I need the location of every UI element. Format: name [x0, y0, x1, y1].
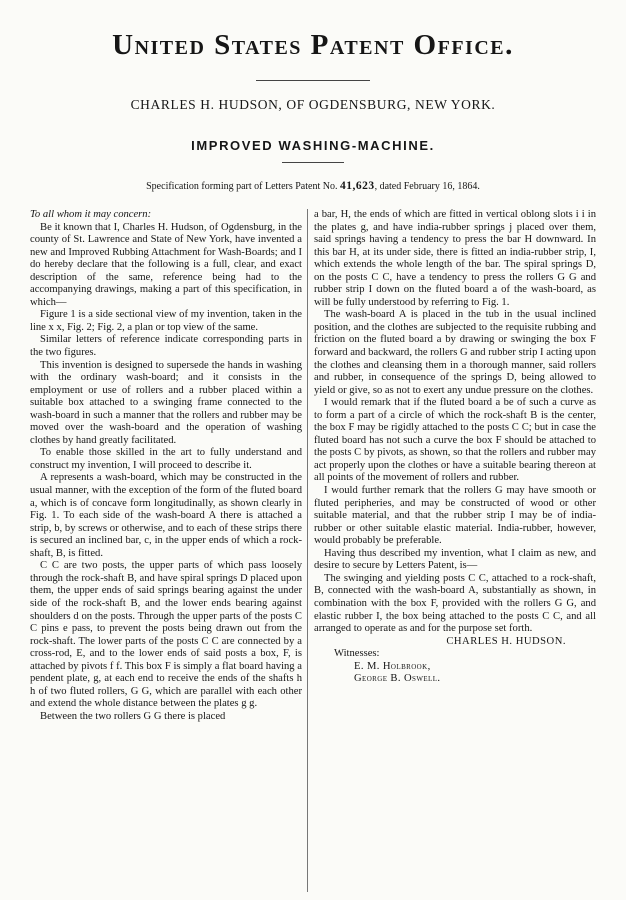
witness-name: George B. Oswell. [354, 673, 441, 685]
inventor-line: CHARLES H. HUDSON, OF OGDENSBURG, NEW YORK. [130, 97, 496, 112]
header-rule-2 [282, 162, 344, 163]
paragraph: Having thus described my invention, what I claim as new, and desire to secure by Letters Patent, is— [314, 547, 596, 572]
specification-line [0, 180, 626, 193]
paragraph: a bar, H, the ends of which are fitted in vertical oblong slots i i in the plates g, and have india-rubber springs j placed over them, said springs having a tendency to press the bar H downward. In this bar H, at its under side, there is fitted an india-rubber strip, I, which extends the whole length of the bar. The spiral springs D, on the posts C C, have a tendency to press the rollers G G and rubber strip I down on the fluted board a of the wash-board, as will be fully understood by referring to Fig. 1. [314, 209, 596, 308]
paragraph: This invention is designed to supersede the hands in washing with the ordinary wash-board; and it consists in the employment or use of rollers and a rubber placed within a suitable box attached to a swinging frame connected to the wash-board in such a manner that the rollers and rubber may be moved over the wash-board and the operation of washing clothes by hand greatly facilitated. [30, 359, 302, 446]
paragraph: C C are two posts, the upper parts of which pass loosely through the rock-shaft B, and have spiral springs D placed upon them, the upper ends of said springs bearing against the under side of the rock-shaft B, and the lower ends bearing against shoulders d on the posts. Through the upper parts of the posts C C pins e pass, to prevent the posts being drawn out from the rock-shaft. The lower parts of the posts C C are connected by a cross-rod, E, and to the lower ends of said posts a box, F, is attached by pivots f f. This box F is simply a flat board having a pendent plate, g, at each end to receive the ends of the shafts h h of two fluted rollers, G G, which are parallel with each other and extend the whole distance between the plates g g. [30, 560, 302, 710]
paragraph: Similar letters of reference indicate corresponding parts in the two figures. [30, 334, 302, 359]
paragraph: To enable those skilled in the art to fully understand and construct my invention, I will proceed to describe it. [30, 447, 302, 471]
column-divider [307, 209, 308, 892]
paragraph: I would remark that if the fluted board a be of such a curve as to form a part of a circle of which the rock-shaft B is the center, the box F may be rigidly attached to the posts C C; but in case the fluted board has not such a curve the box F should be attached to the posts C by pivots, as shown, so that the rollers and rubber may act properly upon the clothes or have a suitable bearing thereon at all points of the movement of rollers and rubber. [314, 397, 596, 484]
header-rule-1 [256, 80, 370, 81]
paragraph: Between the two rollers G G there is placed [40, 710, 226, 722]
witnesses-label: Witnesses: [334, 648, 380, 660]
inventor-signature: CHARLES H. HUDSON. [446, 635, 566, 647]
paragraph: I would further remark that the rollers G may have smooth or fluted peripheries, and may be constructed of wood or other suitable material, and that the rubber strip I may be of india-rubber or other suitable elastic material. India-rubber, however, would probably be preferable. [314, 485, 596, 547]
right-column [314, 209, 596, 686]
paragraph: Figure 1 is a side sectional view of my invention, taken in the line x x, Fig. 2; Fig. 2, a plan or top view of the same. [30, 309, 302, 333]
patent-number: 41,623 [339, 180, 375, 192]
claim-paragraph: The swinging and yielding posts C C, attached to a rock-shaft, B, connected with the wash-board A, substantially as shown, in combination with the box F, provided with the rollers G G, and elastic rubber I, the box being attached to the posts C C, and all arranged to operate as and for the purpose set forth. [314, 572, 596, 635]
paragraph: A represents a wash-board, which may be constructed in the usual manner, with the exception of the form of the fluted board a, which is of concave form longitudinally, as shown clearly in Fig. 1. To each side of the wash-board A there is attached a strip, b, by screws or otherwise, and to each of these strips there is secured an inclined bar, c, in the upper ends of which a rock-shaft, B, is fitted. [30, 472, 302, 559]
left-column [30, 209, 302, 723]
invention-title: IMPROVED WASHING-MACHINE. [191, 138, 435, 153]
spec-prefix: Specification forming part of Letters Patent No. [146, 181, 340, 192]
paragraph: Be it known that I, Charles H. Hudson, of Ogdensburg, in the county of St. Lawrence and State of New York, have invented a new and Improved Rubbing Attachment for Wash-Boards; and I do hereby declare that the following is a full, clear, and exact description of the same, reference being had to the accompanying drawings, making a part of this specification, in which— [30, 221, 302, 308]
paragraph: The wash-board A is placed in the tub in the usual inclined position, and the clothes are subjected to the requisite rubbing and friction on the fluted board a by drawing or swinging the box F forward and backward, the rollers G and rubber strip I acting upon the clothes and cleansing them in a thorough manner, said rollers and rubber, in consequence of the springs D, being allowed to yield or give, so as not to exert any undue pressure on the clothes. [314, 309, 596, 396]
salutation: To all whom it may concern: [30, 209, 152, 220]
witness-name: E. M. Holbrook, [354, 660, 431, 672]
office-heading: United States Patent Office. [112, 29, 514, 61]
spec-suffix: , dated February 16, 1864. [374, 181, 480, 192]
